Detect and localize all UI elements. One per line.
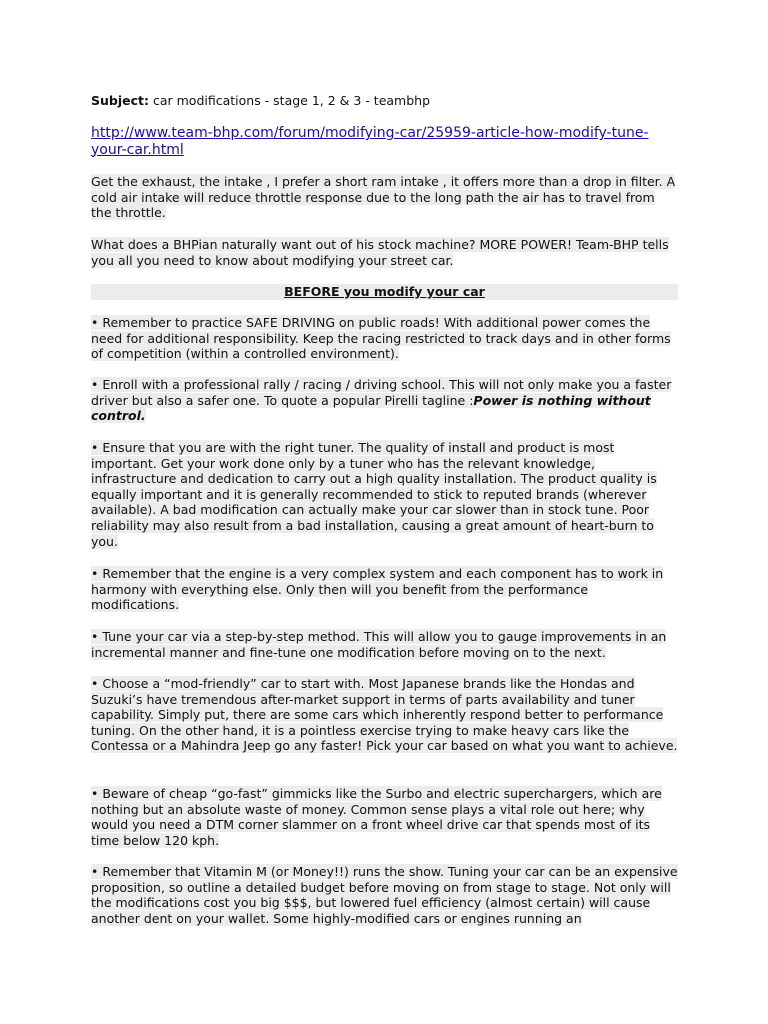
section-heading (91, 284, 678, 300)
bullet-text: • Ensure that you are with the right tuner. The quality of install and product is most important. Get your work done only by a tuner who has the relevant knowledge, infrastructure and dedication to carry out a high quality installation. The product quality is equally important and it is generally recommended to stick to reputed brands (wherever available). A bad modification can actually make your car slower than in stock tune. Poor reliability may also result from a bad installation, causing a great amount of heart-burn to you. (91, 440, 657, 549)
pirelli-tagline: Power is nothing without control. (91, 392, 651, 424)
intro-text-1: Get the exhaust, the intake , I prefer a short ram intake , it offers more than a drop in filter. A cold air intake will reduce throttle response due to the long path the air has to travel from the throttle. (91, 174, 676, 221)
bullet-text: • Remember to practice SAFE DRIVING on public roads! With additional power comes the need for additional responsibility. Keep the racing restricted to track days and in other forms of competition (within a controlled environment). (91, 315, 671, 362)
bullet-right-tuner (91, 440, 679, 549)
bullet-text: • Remember that the engine is a very complex system and each component has to work in harmony with everything else. Only then will you benefit from the performance modifications. (91, 566, 664, 613)
source-link[interactable]: http://www.team-bhp.com/forum/modifying-car/25959-article-how-modify-tune-your-car.html (91, 125, 649, 158)
subject-text: car modifications - stage 1, 2 & 3 - teambhp (149, 93, 431, 108)
bullet-engine-system (91, 566, 679, 613)
bullet-text: • Remember that Vitamin M (or Money!!) runs the show. Tuning your car can be an expensive proposition, so outline a detailed budget before moving on from stage to stage. Not only will the modifications cost you big $$$, but lowered fuel efficiency (almost certain) will cause another dent on your wallet. Some highly-modified cars or engines running an (91, 864, 678, 926)
intro-text-2: What does a BHPian naturally want out of his stock machine? MORE POWER! Team-BHP tells you all you need to know about modifying your street car. (91, 237, 669, 268)
bullet-text: • Enroll with a professional rally / racing / driving school. This will not only make you a faster driver but also a safer one. To quote a popular Pirelli tagline : (91, 377, 672, 408)
bullet-text: • Tune your car via a step-by-step method. This will allow you to gauge improvements in an incremental manner and fine-tune one modification before moving on to the next. (91, 629, 667, 660)
bullet-gimmicks (91, 786, 679, 848)
bullet-driving-school (91, 377, 679, 424)
bullet-safe-driving (91, 315, 679, 362)
source-link-block (91, 125, 679, 158)
subject-line (91, 93, 679, 109)
section-heading-text: BEFORE you modify your car (284, 284, 485, 299)
bullet-vitamin-m (91, 864, 679, 926)
intro-paragraph-1 (91, 174, 679, 221)
intro-paragraph-2 (91, 237, 679, 268)
bullet-mod-friendly (91, 676, 679, 754)
bullet-text: • Beware of cheap “go-fast” gimmicks like the Surbo and electric superchargers, which are nothing but an absolute waste of money. Common sense plays a vital role out here; why would you need a DTM corner slammer on a front wheel drive car that spends most of its time below 120 kph. (91, 786, 662, 848)
bullet-step-by-step (91, 629, 679, 660)
subject-label: Subject: (91, 93, 149, 108)
bullet-text: • Choose a “mod-friendly” car to start with. Most Japanese brands like the Hondas and Suzuki’s have tremendous after-market support in terms of parts availability and tuner capability. Simply put, there are some cars which inherently respond better to performance tuning. On the other hand, it is a pointless exercise trying to make heavy cars like the Contessa or a Mahindra Jeep go any faster! Pick your car based on what you want to achieve. (91, 676, 678, 754)
